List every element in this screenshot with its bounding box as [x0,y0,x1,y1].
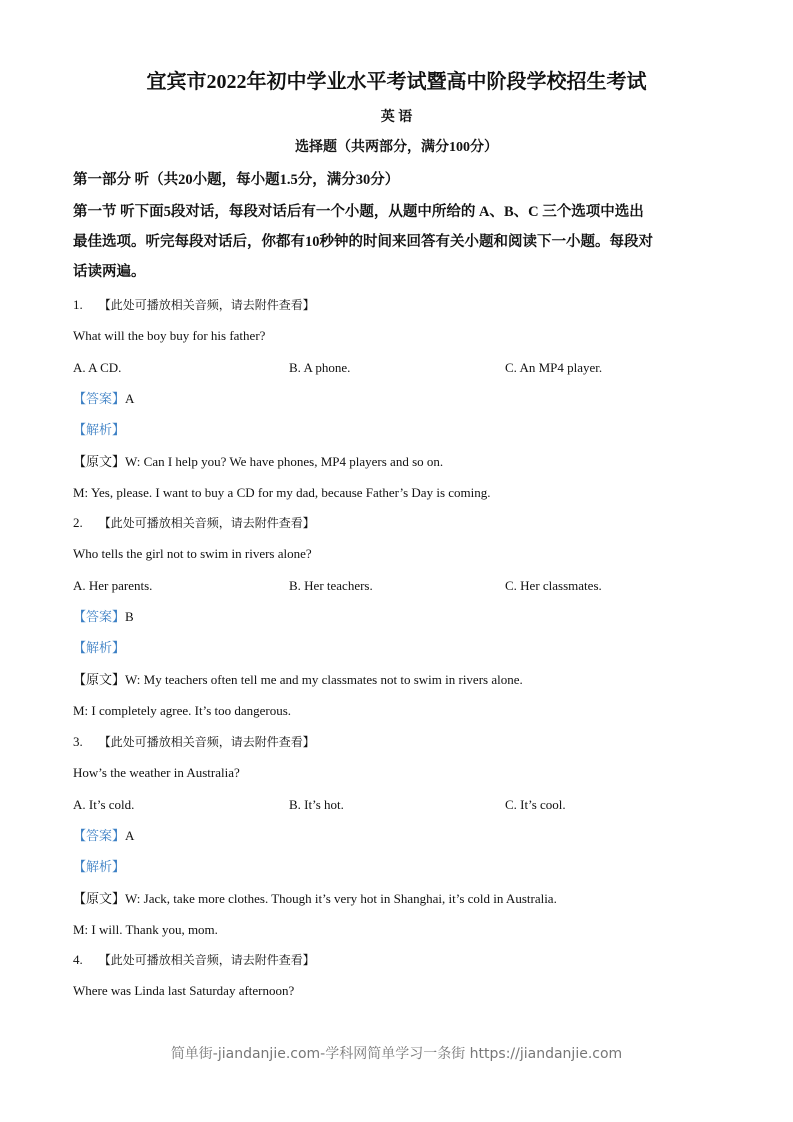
transcript-text: M: I will. Thank you, mom. [73,921,218,937]
analysis-line [73,640,125,656]
audio-note: 【此处可播放相关音频，请去附件查看】 [98,516,315,530]
answer-value: B [125,608,134,624]
instruction-line: 最佳选项。听完每段对话后，你都有10秒钟的时间来回答有关小题和阅读下一小题。每段对 [73,234,653,250]
answer-label: 【答案】 [73,390,126,406]
transcript-line [73,672,523,688]
transcript-text: M: Yes, please. I want to buy a CD for my dad, because Father’s Day is coming. [73,484,491,500]
option-c: C. An MP4 player. [505,359,603,375]
question-text: How’s the weather in Australia? [73,765,240,781]
question-number: 1. [73,297,83,312]
option-b: B. It’s hot. [289,796,344,812]
transcript-text: W: Can I help you? We have phones, MP4 players and so on. [125,453,444,469]
original-label: 【原文】 [73,453,126,469]
footer-watermark: 简单街-jiandanjie.com-学科网简单学习一条街 https://jiandanjie.com [170,1046,623,1062]
question-text: Who tells the girl not to swim in rivers alone? [73,546,312,562]
option-b: B. A phone. [289,359,351,375]
analysis-label: 【解析】 [73,422,126,438]
transcript-line [73,703,291,719]
analysis-line [73,859,125,875]
analysis-label: 【解析】 [73,640,126,656]
question-line [73,546,312,562]
question-text: What will the boy buy for his father? [73,328,266,344]
answer-label: 【答案】 [73,827,126,843]
option-a: A. Her parents. [73,577,153,593]
audio-note: 【此处可播放相关音频，请去附件查看】 [98,953,315,967]
analysis-line [73,422,125,438]
subject: 英 语 [380,110,413,125]
question-line [73,328,265,344]
question-line [73,983,294,999]
transcript-text: W: Jack, take more clothes. Though it’s very hot in Shanghai, it’s cold in Australia. [125,890,557,906]
section-heading: 选择题（共两部分，满分100分） [295,140,498,155]
instruction-line: 第一节 听下面5段对话，每段对话后有一个小题，从题中所给的 A、B、C 三个选项中选出 [73,204,644,220]
answer-label: 【答案】 [73,608,126,624]
analysis-label: 【解析】 [73,859,126,875]
question-number: 2. [73,515,83,530]
original-label: 【原文】 [73,890,126,906]
question-header [73,515,315,531]
option-b: B. Her teachers. [289,577,373,593]
transcript-line [73,454,443,470]
audio-note: 【此处可播放相关音频，请去附件查看】 [98,735,315,749]
option-a: A. It’s cold. [73,796,135,812]
question-number: 4. [73,952,83,967]
question-line [73,765,240,781]
answer-value: A [125,390,135,406]
part-heading: 第一部分 听（共20小题，每小题1.5分，满分30分） [73,172,400,188]
question-number: 3. [73,734,83,749]
audio-note: 【此处可播放相关音频，请去附件查看】 [98,298,315,312]
question-header [73,952,315,968]
question-header [73,297,315,313]
option-c: C. Her classmates. [505,577,602,593]
instruction-line: 话读两遍。 [73,264,146,280]
transcript-text: W: My teachers often tell me and my classmates not to swim in rivers alone. [125,671,523,687]
transcript-line [73,922,218,938]
answer-line [73,609,134,625]
question-header [73,734,315,750]
question-text: Where was Linda last Saturday afternoon? [73,983,295,999]
transcript-line [73,485,491,501]
page-title: 宜宾市2022年初中学业水平考试暨高中阶段学校招生考试 [146,71,647,93]
original-label: 【原文】 [73,671,126,687]
answer-value: A [125,827,135,843]
option-a: A. A CD. [73,359,122,375]
answer-line [73,828,134,844]
answer-line [73,391,134,407]
option-c: C. It’s cool. [505,796,566,812]
transcript-line [73,891,557,907]
transcript-text: M: I completely agree. It’s too dangerous. [73,702,292,718]
